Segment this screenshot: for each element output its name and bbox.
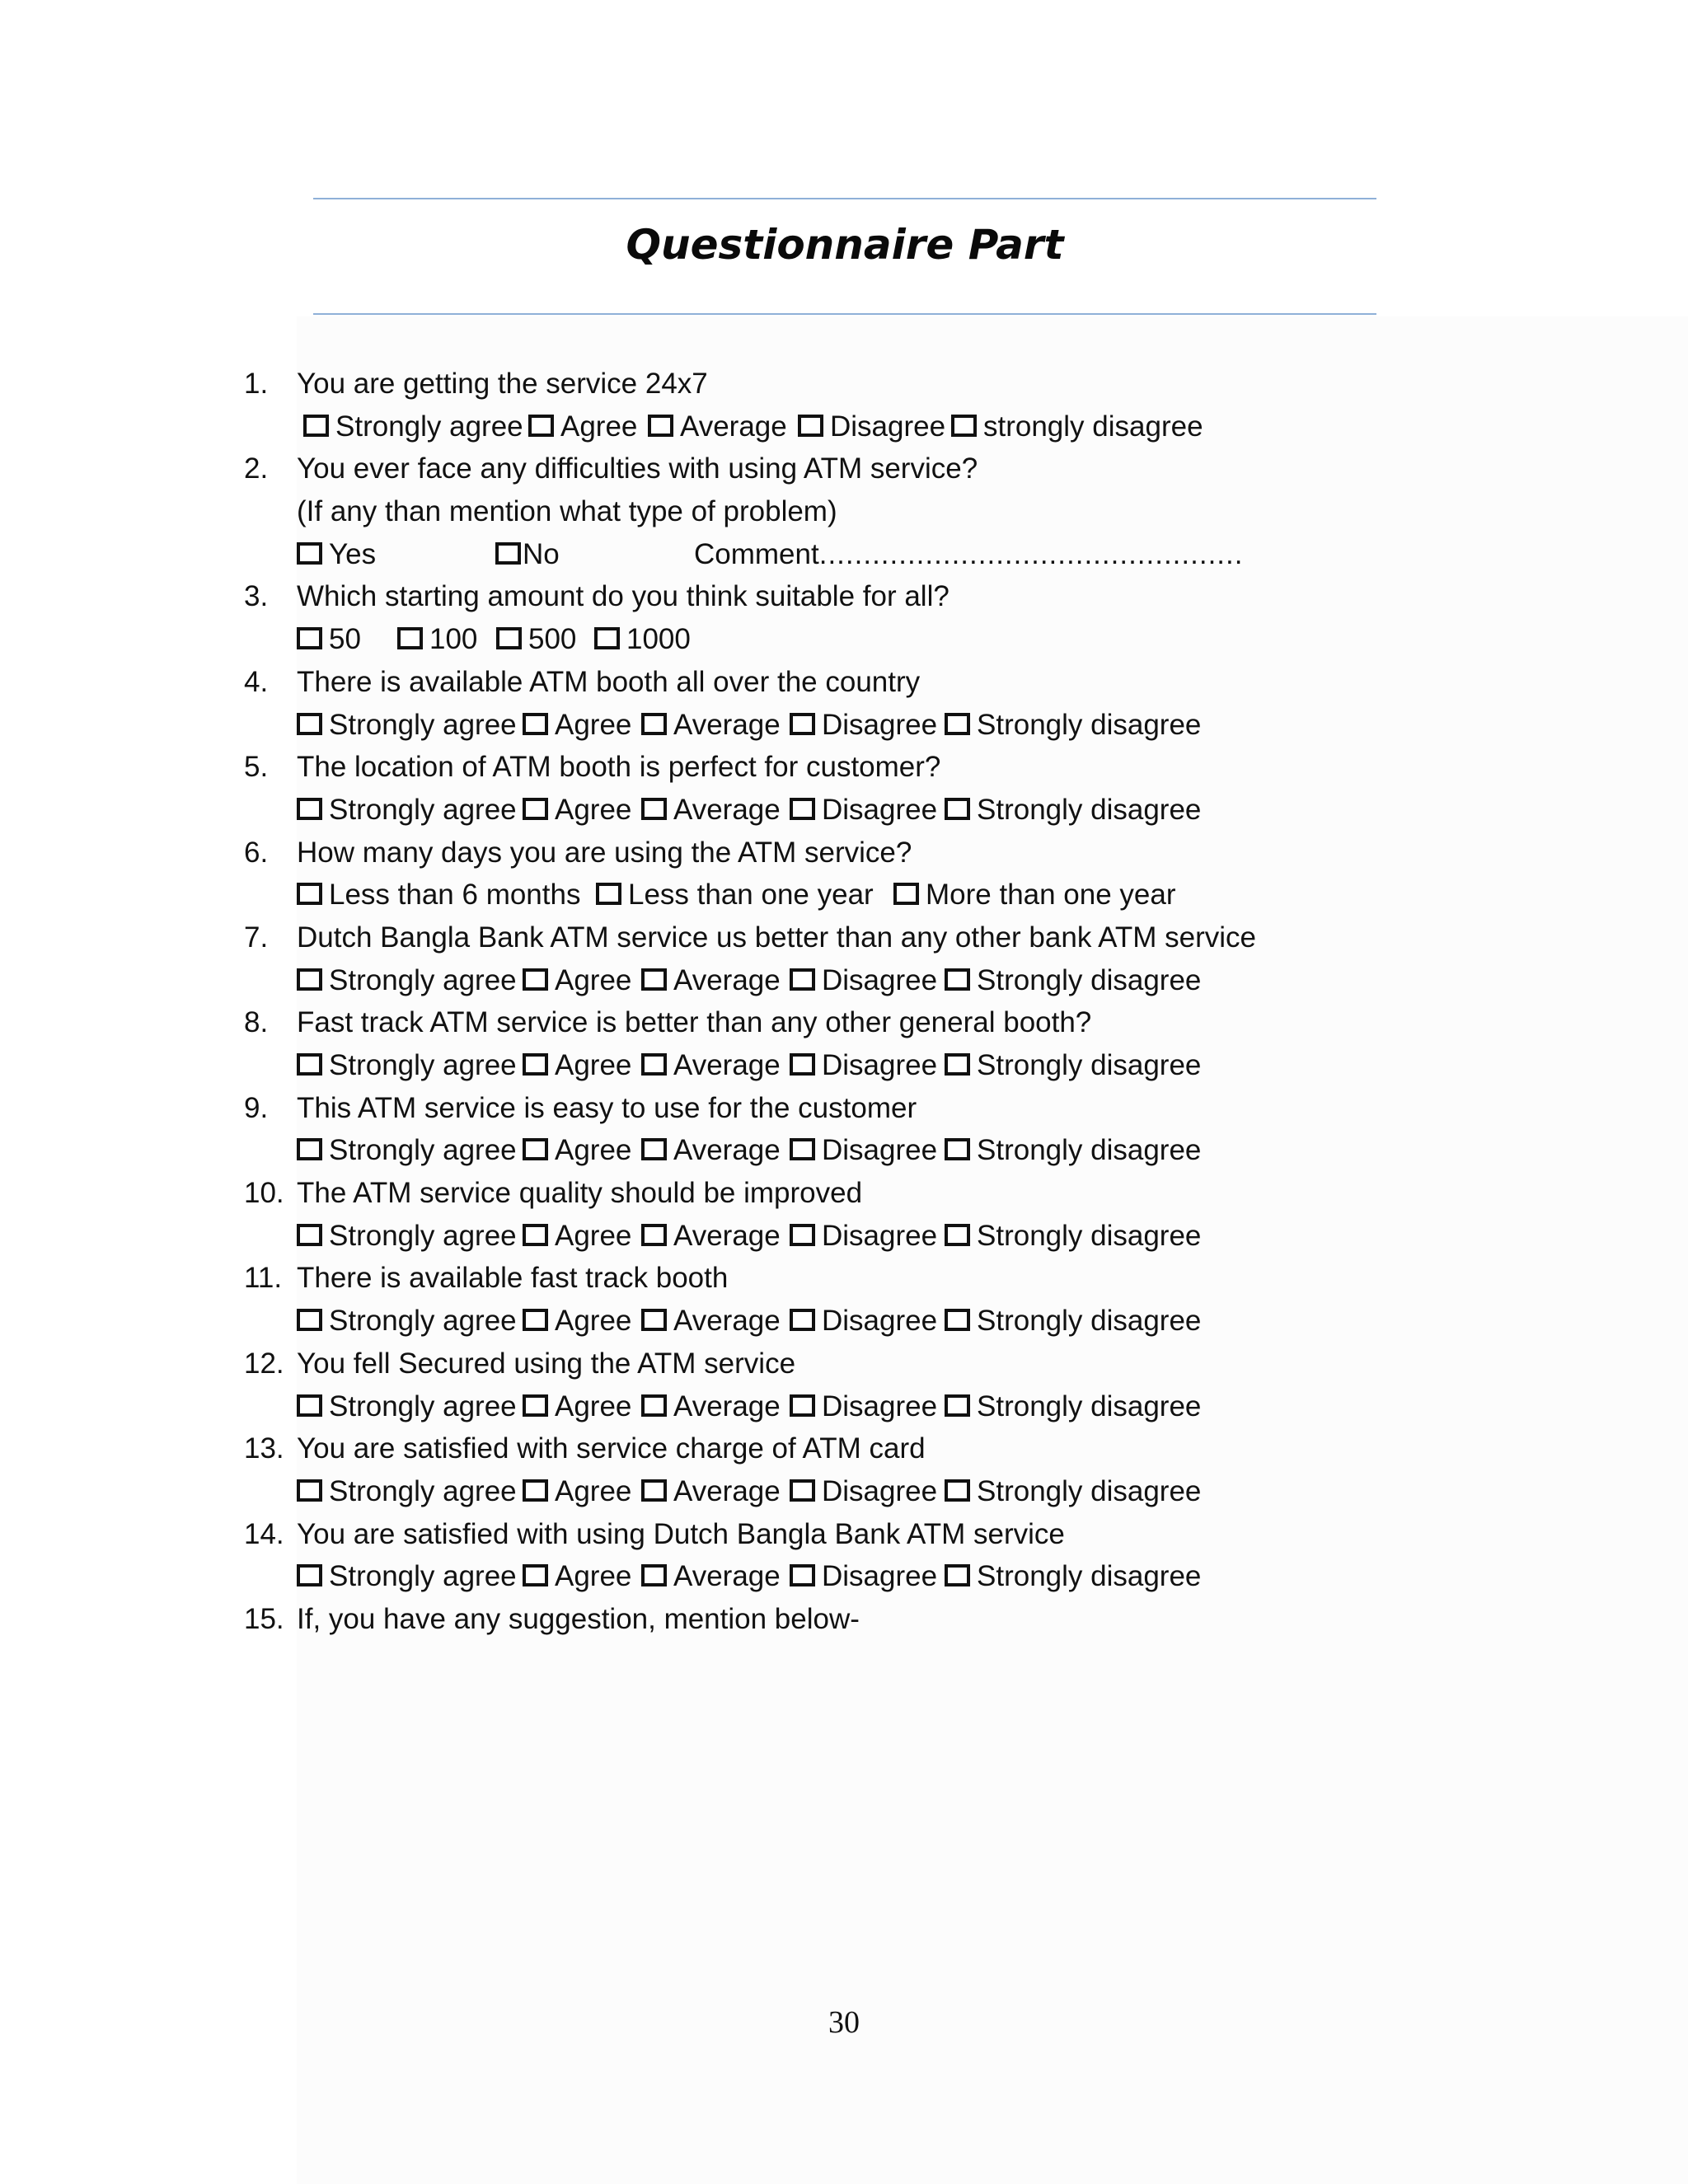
question-number: 14. (244, 1517, 284, 1550)
options-1 (244, 405, 1579, 448)
checkbox-icon[interactable] (297, 968, 322, 991)
comment-field[interactable]: Comment................................................ (694, 537, 1244, 570)
option-strongly-disagree[interactable]: Strongly disagree (945, 704, 1201, 747)
question-text: Which starting amount do you think suitable for all? (297, 580, 950, 613)
option-disagree[interactable]: Disagree (790, 1555, 937, 1598)
checkbox-icon[interactable] (495, 542, 521, 565)
question-number: 10. (244, 1177, 284, 1210)
option-strongly-agree[interactable]: Strongly agree (297, 1555, 517, 1598)
option-strongly-agree[interactable]: Strongly agree (297, 789, 517, 832)
option-disagree[interactable]: Disagree (790, 789, 937, 832)
option-agree[interactable]: Agree (523, 959, 631, 1002)
question-number: 7. (244, 921, 269, 954)
options-4 (244, 704, 1579, 747)
checkbox-icon[interactable] (945, 1309, 970, 1331)
option-average[interactable]: Average (641, 1215, 781, 1258)
question-13 (244, 1427, 1579, 1470)
checkbox-icon[interactable] (893, 883, 919, 905)
checkbox-icon[interactable] (641, 1479, 667, 1502)
option-500[interactable]: 500 (496, 618, 576, 661)
option-average[interactable]: Average (641, 704, 781, 747)
option-strongly-agree[interactable]: Strongly agree (297, 1215, 517, 1258)
question-text: How many days you are using the ATM service? (297, 836, 912, 869)
question-text: You are getting the service 24x7 (297, 368, 708, 400)
checkbox-icon[interactable] (945, 1138, 970, 1160)
checkbox-icon[interactable] (297, 883, 322, 905)
title-bottom-rule (313, 313, 1376, 315)
option-strongly-disagree[interactable]: Strongly disagree (945, 789, 1201, 832)
checkbox-icon[interactable] (641, 1564, 667, 1586)
options-6 (244, 874, 1579, 916)
checkbox-icon[interactable] (790, 1053, 815, 1076)
checkbox-icon[interactable] (297, 1564, 322, 1586)
checkbox-icon[interactable] (496, 627, 522, 649)
option-average[interactable]: Average (641, 959, 781, 1002)
option-average[interactable]: Average (641, 1385, 781, 1428)
option-less-than-one-year[interactable]: Less than one year (596, 874, 874, 916)
option-agree[interactable]: Agree (523, 1300, 631, 1343)
question-2-subtext (244, 490, 1579, 533)
checkbox-icon[interactable] (594, 627, 620, 649)
options-3 (244, 618, 1579, 661)
checkbox-icon[interactable] (528, 415, 554, 437)
checkbox-icon[interactable] (951, 415, 977, 437)
question-6 (244, 832, 1579, 874)
checkbox-icon[interactable] (641, 1394, 667, 1417)
question-5 (244, 746, 1579, 789)
page-number: 30 (828, 2005, 860, 2040)
question-number: 1. (244, 368, 269, 400)
checkbox-icon[interactable] (523, 713, 548, 735)
questionnaire-list (244, 363, 1579, 1641)
question-15 (244, 1598, 1579, 1641)
checkbox-icon[interactable] (297, 798, 322, 820)
option-agree[interactable]: Agree (523, 1555, 631, 1598)
option-agree[interactable]: Agree (523, 704, 631, 747)
checkbox-icon[interactable] (945, 798, 970, 820)
question-number: 5. (244, 751, 269, 784)
option-strongly-disagree[interactable]: Strongly disagree (945, 959, 1201, 1002)
checkbox-icon[interactable] (945, 713, 970, 735)
question-text: The location of ATM booth is perfect for customer? (297, 751, 941, 784)
checkbox-icon[interactable] (297, 713, 322, 735)
option-strongly-agree[interactable]: Strongly agree (297, 1470, 517, 1513)
option-strongly-disagree[interactable]: Strongly disagree (945, 1385, 1201, 1428)
option-strongly-disagree[interactable]: Strongly disagree (945, 1129, 1201, 1172)
checkbox-icon[interactable] (303, 415, 329, 437)
question-text: Fast track ATM service is better than any other general booth? (297, 1006, 1092, 1039)
options-8 (244, 1044, 1579, 1087)
question-text: The ATM service quality should be improved (297, 1177, 863, 1210)
option-agree[interactable]: Agree (523, 789, 631, 832)
checkbox-icon[interactable] (945, 968, 970, 991)
checkbox-icon[interactable] (523, 1394, 548, 1417)
option-strongly-agree[interactable]: Strongly agree (297, 1129, 517, 1172)
option-no[interactable]: No (495, 533, 560, 576)
checkbox-icon[interactable] (297, 1224, 322, 1246)
question-number: 6. (244, 836, 269, 869)
options-10 (244, 1215, 1579, 1258)
option-1000[interactable]: 1000 (594, 618, 691, 661)
checkbox-icon[interactable] (523, 1138, 548, 1160)
option-average[interactable]: Average (641, 1470, 781, 1513)
options-13 (244, 1470, 1579, 1513)
question-text: There is available ATM booth all over the country (297, 665, 921, 698)
checkbox-icon[interactable] (523, 1224, 548, 1246)
option-disagree[interactable]: Disagree (790, 704, 937, 747)
options-9 (244, 1129, 1579, 1172)
option-average[interactable]: Average (641, 1300, 781, 1343)
option-50[interactable]: 50 (297, 618, 361, 661)
checkbox-icon[interactable] (790, 1479, 815, 1502)
checkbox-icon[interactable] (790, 1224, 815, 1246)
question-number: 13. (244, 1432, 284, 1465)
question-9 (244, 1087, 1579, 1130)
checkbox-icon[interactable] (945, 1053, 970, 1076)
checkbox-icon[interactable] (297, 1394, 322, 1417)
checkbox-icon[interactable] (523, 798, 548, 820)
question-12 (244, 1343, 1579, 1385)
question-number: 15. (244, 1602, 284, 1635)
option-agree[interactable]: Agree (523, 1470, 631, 1513)
checkbox-icon[interactable] (641, 798, 667, 820)
checkbox-icon[interactable] (790, 1138, 815, 1160)
option-agree[interactable]: Agree (523, 1044, 631, 1087)
checkbox-icon[interactable] (790, 798, 815, 820)
question-number: 3. (244, 580, 269, 613)
checkbox-icon[interactable] (641, 968, 667, 991)
options-7 (244, 959, 1579, 1002)
question-text: You fell Secured using the ATM service (297, 1347, 796, 1380)
checkbox-icon[interactable] (523, 1564, 548, 1586)
question-text: This ATM service is easy to use for the customer (297, 1091, 917, 1124)
options-5 (244, 789, 1579, 832)
question-number: 9. (244, 1091, 269, 1124)
checkbox-icon[interactable] (297, 1053, 322, 1076)
checkbox-icon[interactable] (596, 883, 621, 905)
option-disagree[interactable]: Disagree (790, 1215, 937, 1258)
question-8 (244, 1001, 1579, 1044)
option-more-than-one-year[interactable]: More than one year (893, 874, 1176, 916)
option-disagree[interactable]: Disagree (790, 1385, 937, 1428)
option-strongly-disagree[interactable]: strongly disagree (951, 405, 1203, 448)
option-agree[interactable]: Agree (523, 1215, 631, 1258)
checkbox-icon[interactable] (945, 1479, 970, 1502)
question-14 (244, 1513, 1579, 1556)
option-strongly-agree[interactable]: Strongly agree (303, 405, 523, 448)
option-yes[interactable]: Yes (297, 533, 376, 576)
checkbox-icon[interactable] (297, 1138, 322, 1160)
checkbox-icon[interactable] (790, 1564, 815, 1586)
option-strongly-agree[interactable]: Strongly agree (297, 1385, 517, 1428)
option-strongly-agree[interactable]: Strongly agree (297, 704, 517, 747)
question-11 (244, 1257, 1579, 1300)
option-strongly-disagree[interactable]: Strongly disagree (945, 1555, 1201, 1598)
checkbox-icon[interactable] (523, 1479, 548, 1502)
option-disagree[interactable]: Disagree (790, 1129, 937, 1172)
checkbox-icon[interactable] (297, 542, 322, 565)
checkbox-icon[interactable] (523, 968, 548, 991)
option-agree[interactable]: Agree (528, 405, 637, 448)
question-text: There is available fast track booth (297, 1262, 729, 1295)
option-less-than-6-months[interactable]: Less than 6 months (297, 874, 580, 916)
question-text: You ever face any difficulties with using ATM service? (297, 452, 978, 485)
checkbox-icon[interactable] (790, 1309, 815, 1331)
question-subtext: (If any than mention what type of problem) (297, 495, 837, 528)
option-strongly-agree[interactable]: Strongly agree (297, 959, 517, 1002)
question-number: 4. (244, 665, 269, 698)
checkbox-icon[interactable] (297, 1479, 322, 1502)
question-number: 2. (244, 452, 269, 485)
checkbox-icon[interactable] (798, 415, 823, 437)
option-disagree[interactable]: Disagree (790, 1300, 937, 1343)
checkbox-icon[interactable] (945, 1224, 970, 1246)
options-11 (244, 1300, 1579, 1343)
question-text: Dutch Bangla Bank ATM service us better than any other bank ATM service (297, 921, 1256, 954)
question-2 (244, 448, 1579, 490)
checkbox-icon[interactable] (523, 1309, 548, 1331)
option-100[interactable]: 100 (397, 618, 477, 661)
option-strongly-disagree[interactable]: Strongly disagree (945, 1300, 1201, 1343)
option-strongly-agree[interactable]: Strongly agree (297, 1300, 517, 1343)
checkbox-icon[interactable] (790, 713, 815, 735)
question-number: 12. (244, 1347, 284, 1380)
checkbox-icon[interactable] (945, 1564, 970, 1586)
question-3 (244, 575, 1579, 618)
option-strongly-disagree[interactable]: Strongly disagree (945, 1470, 1201, 1513)
checkbox-icon[interactable] (790, 968, 815, 991)
checkbox-icon[interactable] (945, 1394, 970, 1417)
title-top-rule (313, 198, 1376, 199)
checkbox-icon[interactable] (297, 627, 322, 649)
checkbox-icon[interactable] (641, 1138, 667, 1160)
checkbox-icon[interactable] (523, 1053, 548, 1076)
question-1 (244, 363, 1579, 405)
option-disagree[interactable]: Disagree (798, 405, 945, 448)
checkbox-icon[interactable] (641, 713, 667, 735)
question-10 (244, 1172, 1579, 1215)
checkbox-icon[interactable] (641, 1053, 667, 1076)
options-14 (244, 1555, 1579, 1598)
checkbox-icon[interactable] (297, 1309, 322, 1331)
option-average[interactable]: Average (641, 1555, 781, 1598)
options-12 (244, 1385, 1579, 1428)
checkbox-icon[interactable] (397, 627, 423, 649)
checkbox-icon[interactable] (790, 1394, 815, 1417)
question-4 (244, 661, 1579, 704)
question-text: If, you have any suggestion, mention below- (297, 1602, 860, 1635)
option-average[interactable]: Average (641, 1044, 781, 1087)
checkbox-icon[interactable] (648, 415, 673, 437)
question-number: 8. (244, 1006, 269, 1039)
option-agree[interactable]: Agree (523, 1129, 631, 1172)
option-strongly-disagree[interactable]: Strongly disagree (945, 1215, 1201, 1258)
option-agree[interactable]: Agree (523, 1385, 631, 1428)
question-text: You are satisfied with using Dutch Bangla Bank ATM service (297, 1517, 1065, 1550)
question-text: You are satisfied with service charge of ATM card (297, 1432, 926, 1465)
page-title: Questionnaire Part (626, 221, 1064, 269)
question-number: 11. (244, 1262, 283, 1295)
option-average[interactable]: Average (641, 1129, 781, 1172)
option-average[interactable]: Average (641, 789, 781, 832)
checkbox-icon[interactable] (641, 1309, 667, 1331)
options-2 (244, 533, 1579, 576)
option-disagree[interactable]: Disagree (790, 959, 937, 1002)
checkbox-icon[interactable] (641, 1224, 667, 1246)
option-disagree[interactable]: Disagree (790, 1470, 937, 1513)
option-average[interactable]: Average (648, 405, 787, 448)
option-strongly-agree[interactable]: Strongly agree (297, 1044, 517, 1087)
option-disagree[interactable]: Disagree (790, 1044, 937, 1087)
question-7 (244, 916, 1579, 959)
option-strongly-disagree[interactable]: Strongly disagree (945, 1044, 1201, 1087)
